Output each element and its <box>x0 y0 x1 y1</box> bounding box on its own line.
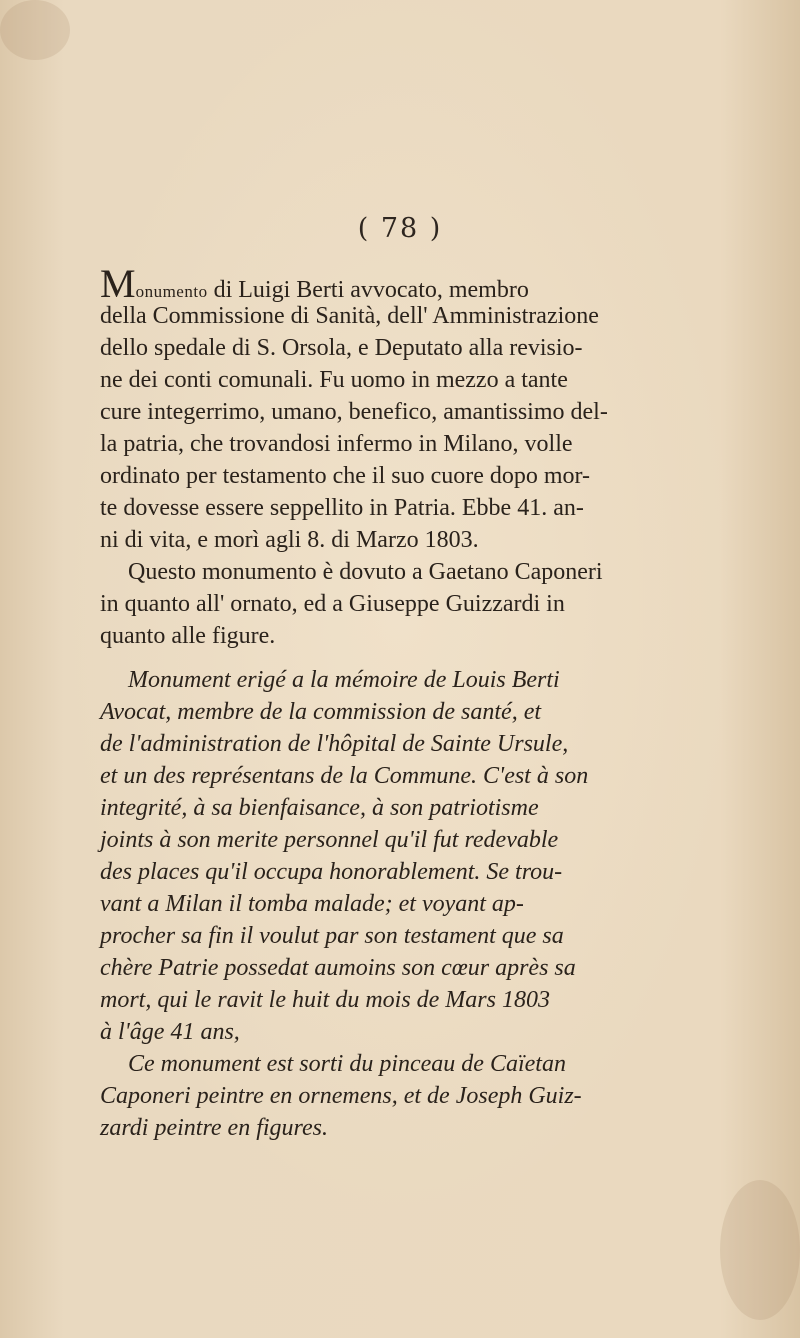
text-line: des places qu'il occupa honorablement. Se trou- <box>100 859 563 885</box>
text-line: à l'âge 41 ans, <box>100 1019 240 1045</box>
text-line <box>100 261 710 306</box>
first-word-rest: onumento <box>135 282 208 301</box>
text-line: ordinato per testamento che il suo cuore dopo mor- <box>100 463 591 489</box>
text-line: zardi peintre en figures. <box>100 1115 328 1141</box>
text-line: della Commissione di Sanità, dell' Amministrazione <box>100 303 599 329</box>
text-line: Caponeri peintre en ornemens, et de Joseph Guiz- <box>100 1083 582 1109</box>
page-number: ( 78 ) <box>357 213 443 244</box>
italian-inscription <box>100 261 710 652</box>
text-line: Monument erigé a la mémoire de Louis Berti <box>128 667 560 693</box>
text-line: chère Patrie possedat aumoins son cœur après sa <box>100 955 576 981</box>
text-line: Avocat, membre de la commission de santé, et <box>100 699 542 725</box>
text-line: et un des représentans de la Commune. C'est à son <box>100 763 589 789</box>
text-line: de l'administration de l'hôpital de Sainte Ursule, <box>100 731 569 757</box>
text-line: Questo monumento è dovuto a Gaetano Caponeri <box>128 559 603 585</box>
text-line: procher sa fin il voulut par son testament que sa <box>100 923 564 949</box>
text-line: joints à son merite personnel qu'il fut redevable <box>100 827 559 853</box>
drop-cap: M <box>100 261 136 306</box>
text-line: ne dei conti comunali. Fu uomo in mezzo a tante <box>100 367 568 393</box>
text-line: cure integerrimo, umano, benefico, amantissimo del- <box>100 399 608 425</box>
text-line: te dovesse essere seppellito in Patria. Ebbe 41. an- <box>100 495 584 521</box>
text-line: Ce monument est sorti du pinceau de Caïetan <box>128 1051 566 1077</box>
text-line: ni di vita, e morì agli 8. di Marzo 1803. <box>100 527 479 553</box>
text-line: integrité, à sa bienfaisance, à son patriotisme <box>100 795 539 821</box>
text-line: dello spedale di S. Orsola, e Deputato alla revisio- <box>100 335 583 361</box>
paper-stain <box>0 0 70 60</box>
french-inscription <box>100 664 710 1144</box>
text-line: la patria, che trovandosi infermo in Milano, volle <box>100 431 573 457</box>
paper-stain <box>720 1180 800 1320</box>
text-line: quanto alle figure. <box>100 623 276 649</box>
text-line: vant a Milan il tomba malade; et voyant ap- <box>100 891 524 917</box>
text-line: mort, qui le ravit le huit du mois de Mars 1803 <box>100 987 550 1013</box>
text-line: in quanto all' ornato, ed a Giuseppe Guizzardi in <box>100 591 565 617</box>
line-text: di Luigi Berti avvocato, membro <box>207 277 529 303</box>
